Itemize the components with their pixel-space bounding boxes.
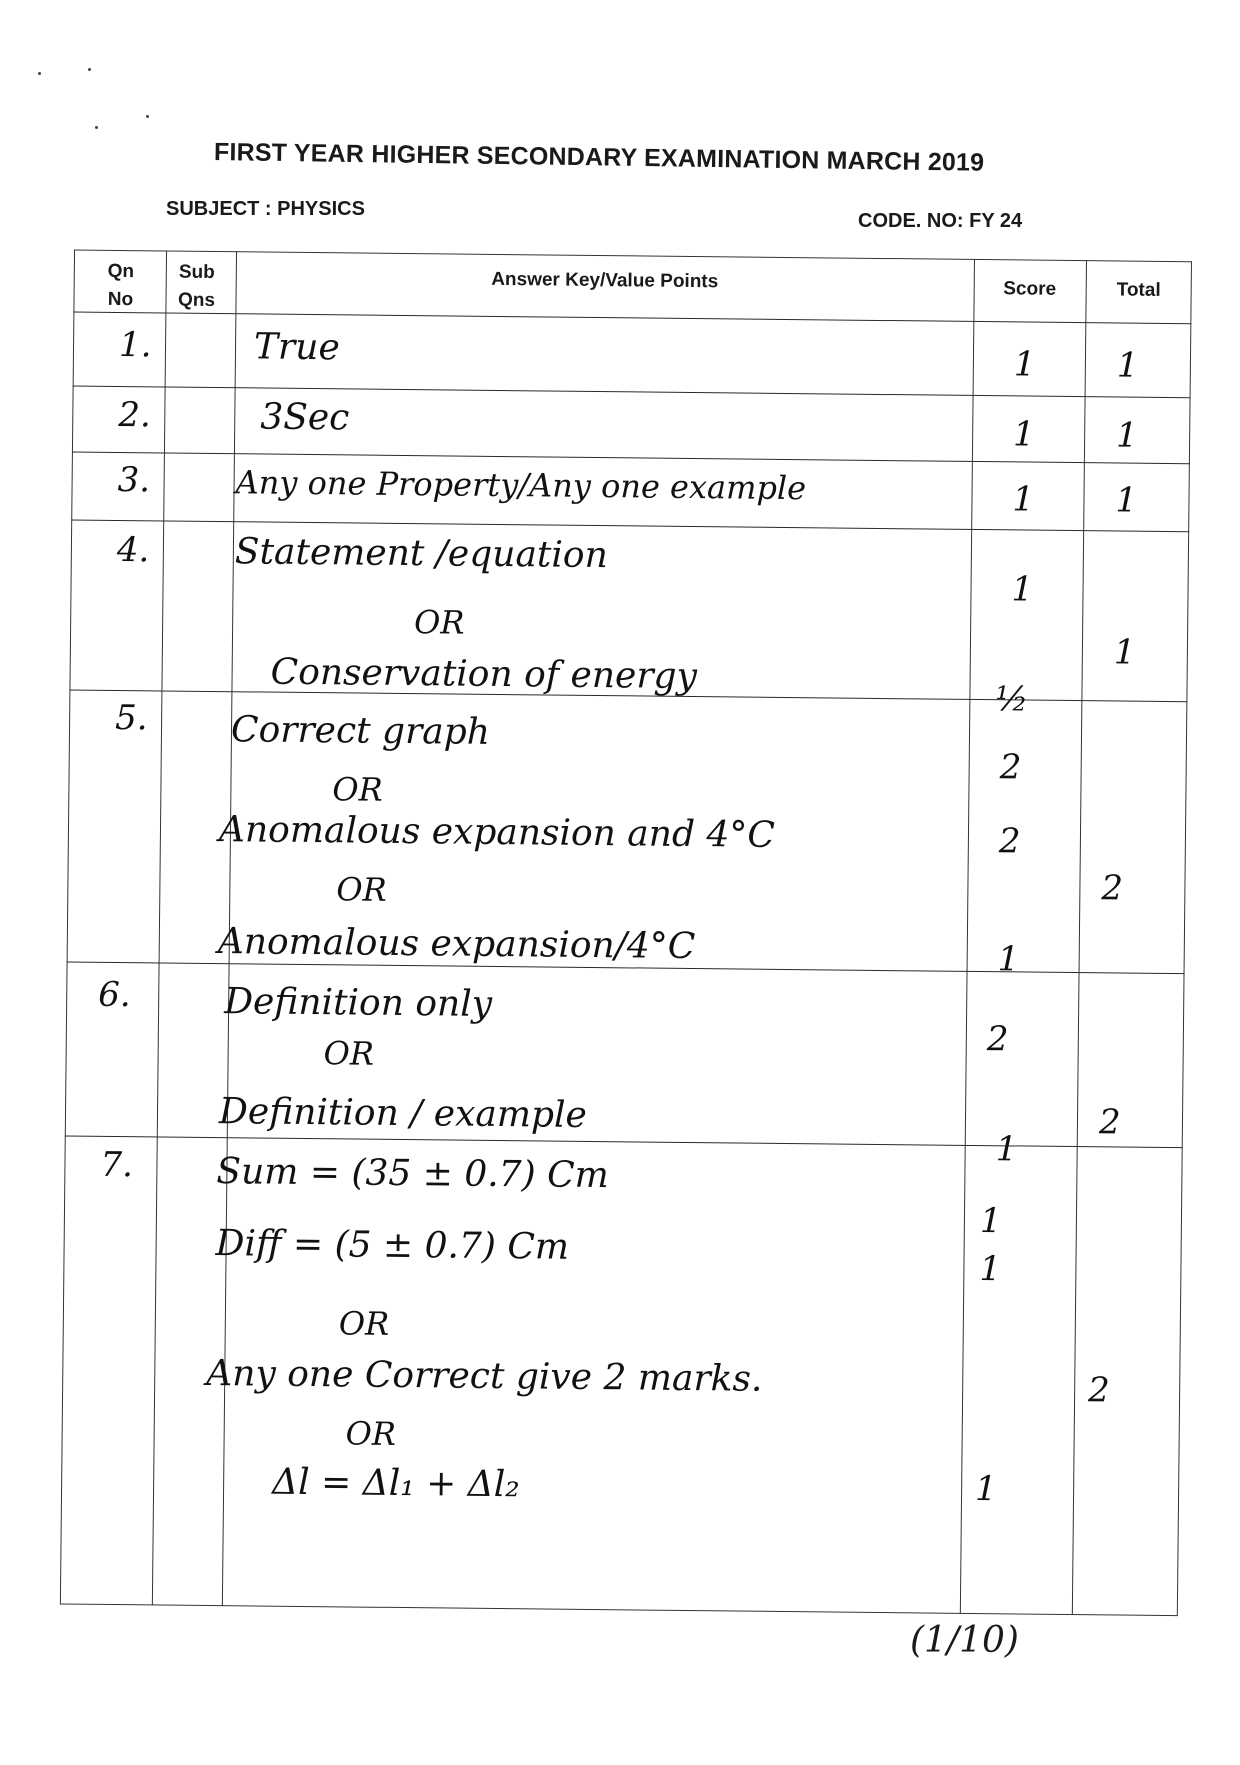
score-value: 1 <box>974 1469 997 1510</box>
page-number: (1/10) <box>910 1620 1019 1661</box>
score-value: ½ <box>995 679 1029 720</box>
qn-number: 3. <box>117 459 151 501</box>
score-value: 1 <box>1011 569 1034 610</box>
answer-line: Conservation of energy <box>270 651 698 698</box>
total-value: 2 <box>1101 868 1124 909</box>
or-separator: OR <box>345 1414 397 1453</box>
score-value: 1 <box>1013 344 1036 385</box>
score-value: 1 <box>995 1129 1018 1170</box>
or-separator: OR <box>336 870 387 909</box>
qn-number: 6. <box>98 974 131 1016</box>
score-value: 1 <box>979 1249 1002 1290</box>
total-value: 1 <box>1115 415 1139 456</box>
answer-line: Anomalous expansion/4°C <box>217 921 696 968</box>
total-value: 2 <box>1087 1370 1111 1411</box>
or-separator: OR <box>338 1304 390 1343</box>
score-value: 1 <box>997 939 1020 980</box>
header-qn-no: Qn No <box>107 260 135 311</box>
answer-line: Sum = (35 ± 0.7) Cm <box>216 1151 609 1197</box>
score-value: 2 <box>998 821 1021 862</box>
total-value: 1 <box>1113 632 1136 673</box>
or-separator: OR <box>332 770 383 809</box>
code-number: CODE. NO: FY 24 <box>858 210 1023 232</box>
qn-number: 4. <box>116 529 150 571</box>
or-separator: OR <box>413 603 465 642</box>
answer-line: Definition only <box>223 981 493 1025</box>
answer-line: Correct graph <box>230 709 491 753</box>
total-value: 1 <box>1116 345 1139 386</box>
score-value: 1 <box>1012 479 1035 520</box>
header-score: Score <box>1003 278 1057 300</box>
answer-line: Anomalous expansion and 4°C <box>218 809 776 856</box>
answer-line: Any one Property/Any one example <box>235 463 807 508</box>
total-value: 2 <box>1098 1102 1121 1143</box>
answer-line: 3Sec <box>260 396 350 439</box>
or-separator: OR <box>323 1034 375 1073</box>
total-value: 1 <box>1115 480 1138 521</box>
qn-number: 5. <box>114 697 148 739</box>
qn-number: 1. <box>118 324 152 366</box>
header-answer: Answer Key/Value Points <box>491 268 719 293</box>
qn-number: 2. <box>118 394 151 436</box>
answer-line: Δl = Δl₁ + Δl₂ <box>271 1461 520 1506</box>
score-value: 1 <box>979 1201 1002 1242</box>
exam-title: FIRST YEAR HIGHER SECONDARY EXAMINATION MARCH 2019 <box>213 138 985 177</box>
answer-line: True <box>253 326 340 369</box>
header-sub-qns: Sub Qns <box>177 261 216 311</box>
header-total: Total <box>1116 279 1161 301</box>
score-value: 1 <box>1012 414 1036 455</box>
score-value: 2 <box>986 1019 1009 1060</box>
qn-number: 7. <box>100 1144 134 1186</box>
subject-label: SUBJECT : PHYSICS <box>166 198 365 220</box>
answer-line: Any one Correct give 2 marks. <box>206 1352 763 1400</box>
score-value: 2 <box>999 747 1022 788</box>
answer-line: Definition / example <box>218 1091 588 1136</box>
answer-line: Diff = (5 ± 0.7) Cm <box>215 1223 570 1268</box>
answer-line: Statement /equation <box>234 531 608 577</box>
